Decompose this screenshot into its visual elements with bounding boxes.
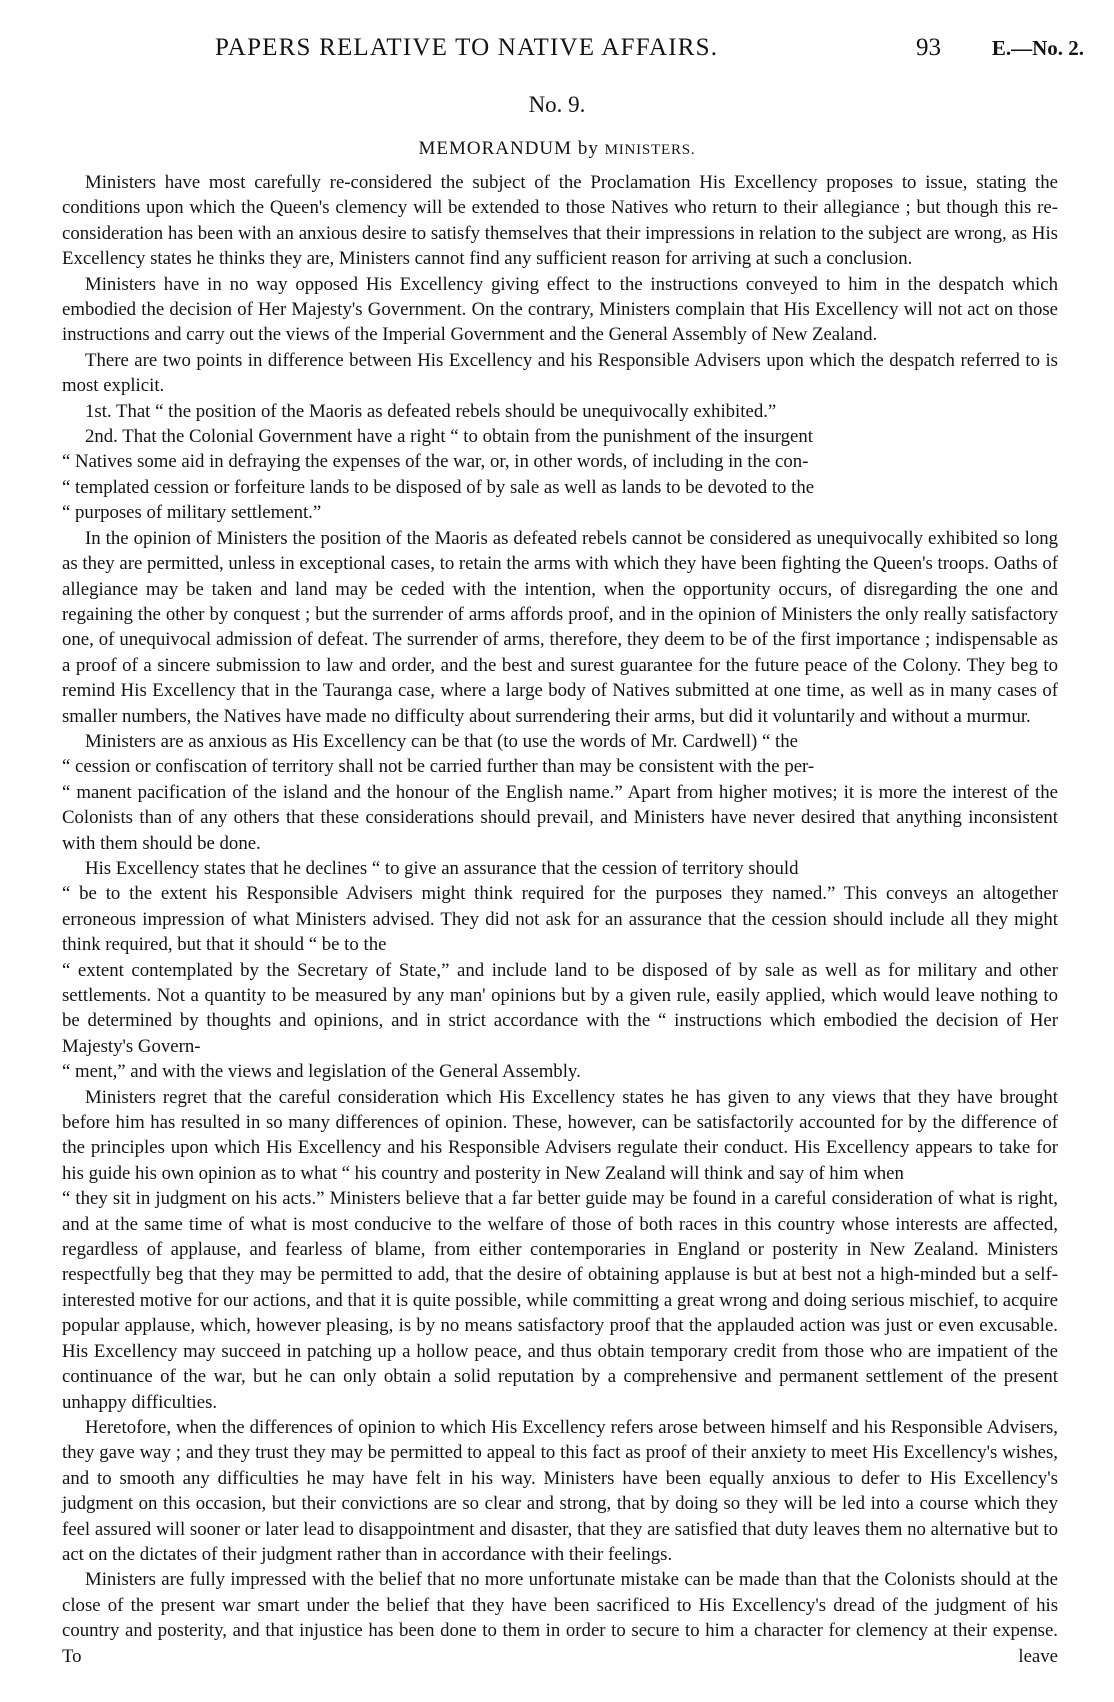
paragraph: Ministers are fully impressed with the belief that no more unfortunate mistake can be made than that the Colonists should at the close of the present war smart under the belief that they have been sacrificed to His Excellency's dread of the judgment of his country and posterity, and that injustice has been done to them in order to secure to him a character for clemency at their expense. To leave <box>62 1569 1058 1667</box>
title-main: MEMORANDUM <box>418 138 573 159</box>
paragraph: In the opinion of Ministers the position of the Maoris as defeated rebels cannot be considered as unequivocally exhibited so long as they are permitted, unless in exceptional cases, to retain the arms with which they have been fighting the Queen's troops. Oaths of allegiance may be taken and land may be ceded with the intention, when the opportunity occurs, of disregarding the one and regaining the other by conquest ; but the surrender of arms affords proof, and in the opinion of Ministers the only really satisfactory one, of unequivocal admission of defeat. The surrender of arms, therefore, they deem to be of the first importance ; indispensable as a proof of a sincere submission to law and order, and the best and surest guarantee for the future peace of the Colony. They beg to remind His Excellency that in the Tauranga case, where a large body of Natives submitted at one time, as well as in many cases of smaller numbers, the Natives have made no difficulty about surrendering their arms, but did it voluntarily and without a murmur. <box>62 527 1058 727</box>
paragraph: Ministers have in no way opposed His Excellency giving effect to the instructions conveyed to him in the despatch which embodied the decision of Her Majesty's Government. On the contrary, Ministers complain that His Excellency will not act on those instructions and carry out the views of the Imperial Government and the General Assembly of New Zealand. <box>62 273 1058 346</box>
title-by: by <box>577 138 599 159</box>
running-title: PAPERS RELATIVE TO NATIVE AFFAIRS. <box>215 34 719 61</box>
memorandum-body <box>62 170 1058 1669</box>
document-number: No. 9. <box>528 92 586 117</box>
paragraph: Ministers have most carefully re-considered the subject of the Proclamation His Excellency proposes to issue, stating the conditions upon which the Queen's clemency will be extended to those Natives who return to their allegiance ; but though this re-consideration has been with an anxious desire to satisfy themselves that their impressions in relation to the subject are wrong, as His Excellency states he thinks they are, Ministers cannot find any sufficient reason for arriving at such a conclusion. <box>62 172 1058 270</box>
paragraph: 1st. That “ the position of the Maoris as defeated rebels should be unequivocally exhibited.” <box>85 400 777 422</box>
paragraph: Ministers regret that the careful consideration which His Excellency states he has given to any views that they have brought before him has resulted in so many differences of opinion. These, however, can be satisfactorily accounted for by the difference of the principles upon which His Excellency and his Responsible Advisers regulate their conduct. His Excellency appears to take for his guide his own opinion as to what “ his country and posterity in New Zealand will think and say of him when “ they sit in judgment on his acts.” Ministers believe that a far better guide may be found in a careful consideration of what is right, and at the same time of what is most conducive to the welfare of those of both races in this country whose interests are affected, regardless of applause, and fearless of blame, from either contemporaries in England or posterity in New Zealand. Ministers respectfully beg that they may be permitted to add, that the desire of obtaining applause is but at best not a high-minded but a self-interested motive for our actions, and that it is quite possible, while committing a great wrong and doing serious mischief, to acquire popular applause, which, however pleasing, is by no means satisfactory proof that the applauded action was just or even excusable. His Excellency may succeed in patching up a hollow peace, and thus obtain temporary credit from those who are impatient of the continuance of the war, but he can only obtain a solid reputation by a comprehensive and permanent settlement of the present unhappy difficulties. <box>62 1086 1058 1413</box>
title-author: MINISTERS. <box>604 142 696 158</box>
paragraph: Ministers are as anxious as His Excellency can be that (to use the words of Mr. Cardwell) “ the “ cession or confiscation of territory shall not be carried further than may be consistent with the per- “ manent pacification of the island and the honour of the English name.” Apart from higher motives; it is more the interest of the Colonists than of any others that these considerations should prevail, and Ministers have never desired that anything inconsistent with them should be done. <box>62 730 1058 854</box>
page-header <box>215 34 1084 70</box>
paragraph: There are two points in difference between His Excellency and his Responsible Advisers upon which the despatch referred to is most explicit. <box>62 349 1058 397</box>
page-number: 93 <box>916 34 941 61</box>
series-reference: E.—No. 2. <box>991 36 1084 60</box>
paragraph: Heretofore, when the differences of opinion to which His Excellency refers arose between himself and his Responsible Advisers, they gave way ; and they trust they may be permitted to appeal to this fact as proof of their anxiety to meet His Excellency's wishes, and to smooth any difficulties he may have felt in his way. Ministers have been equally anxious to defer to His Excellency's judgment on this occasion, but their convictions are so clear and strong, that by doing so they will be led into a course which they feel assured will sooner or later lead to disappointment and disaster, that they are satisfied that duty leaves them no alternative but to act on the dictates of their judgment rather than in accordance with their feelings. <box>62 1416 1058 1565</box>
paragraph: His Excellency states that he declines “ to give an assurance that the cession of territory should “ be to the extent his Responsible Advisers might think required for the purposes they named.” This conveys an altogether erroneous impression of what Ministers advised. They did not ask for an assurance that the cession should include all they might think required, but that it should “ be to the “ extent contemplated by the Secretary of State,” and include land to be disposed of by sale as well as for military and other settlements. Not a quantity to be measured by any man' opinions but by a given rule, easily applied, which would leave nothing to be determined by thoughts and opinions, and in strict accordance with the “ instructions which embodied the decision of Her Majesty's Govern- “ ment,” and with the views and legislation of the General Assembly. <box>62 857 1058 1083</box>
document-title <box>0 138 1114 160</box>
paragraph: 2nd. That the Colonial Government have a right “ to obtain from the punishment of the insurgent “ Natives some aid in defraying the expenses of the war, or, in other words, of including in the con- “ templated cession or forfeiture lands to be disposed of by sale as well as lands to be devoted to the “ purposes of military settlement.” <box>62 426 815 524</box>
